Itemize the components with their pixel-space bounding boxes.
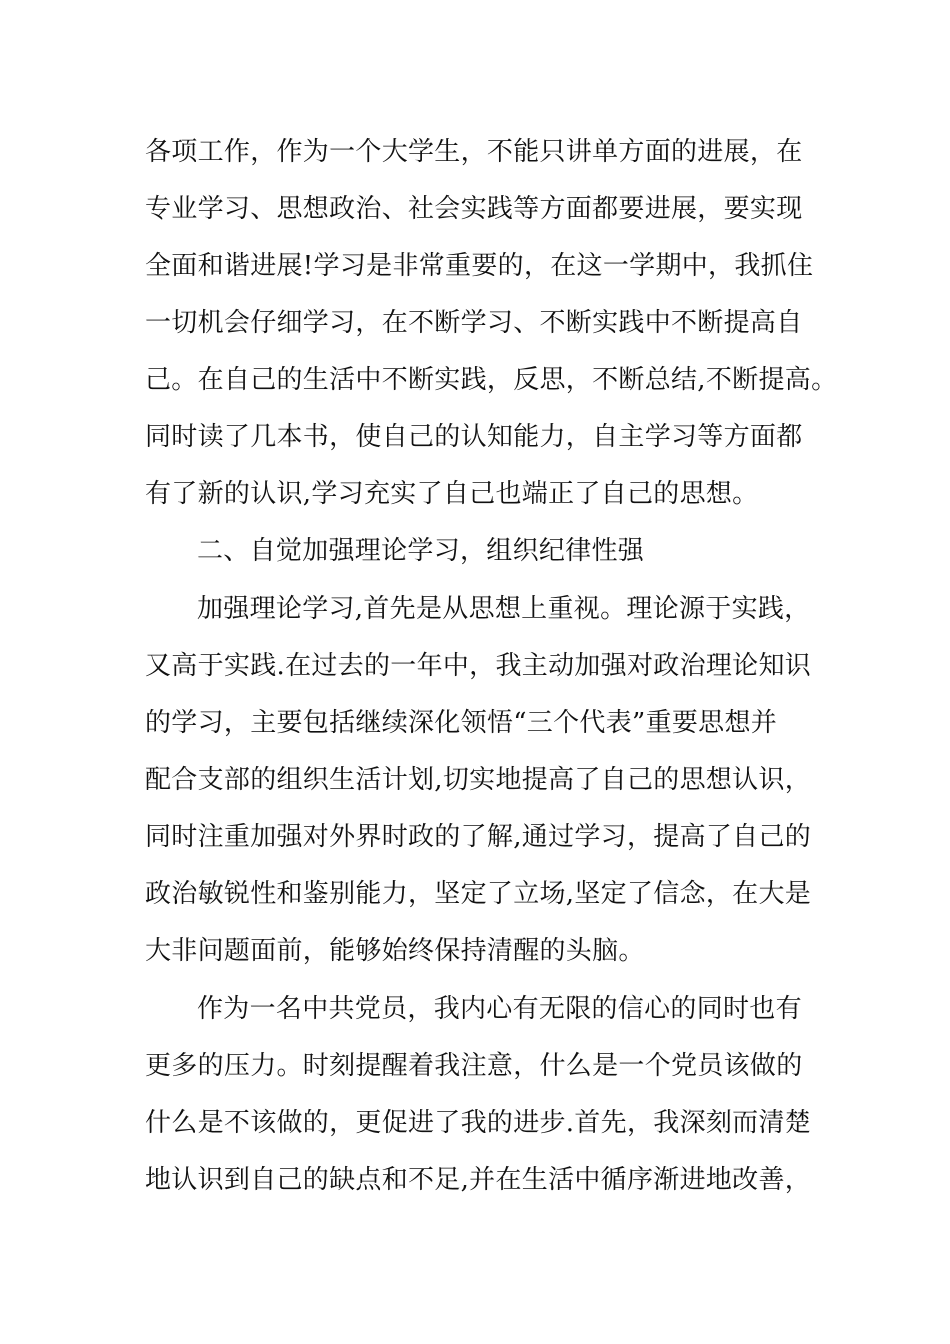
paragraph-1-line-5: 己。在自己的生活中不断实践，反思，不断总结,不断提高。 <box>145 365 838 395</box>
paragraph-2-line-7: 大非问题面前，能够始终保持清醒的头脑。 <box>145 936 645 966</box>
paragraph-2-line-2: 又高于实践.在过去的一年中，我主动加强对政治理论知识 <box>145 651 812 681</box>
paragraph-1-line-3: 全面和谐进展!学习是非常重要的，在这一学期中，我抓住 <box>145 251 814 281</box>
paragraph-2-line-5: 同时注重加强对外界时政的了解,通过学习，提高了自己的 <box>145 822 812 852</box>
paragraph-3-line-3: 什么是不该做的，更促进了我的进步.首先，我深刻而清楚 <box>145 1108 812 1138</box>
paragraph-2-line-1: 加强理论学习,首先是从思想上重视。理论源于实践， <box>197 594 811 624</box>
paragraph-1-line-2: 专业学习、思想政治、社会实践等方面都要进展，要实现 <box>145 194 803 224</box>
paragraph-1-line-4: 一切机会仔细学习，在不断学习、不断实践中不断提高自 <box>145 308 803 338</box>
paragraph-3-line-1: 作为一名中共党员，我内心有无限的信心的同时也有 <box>197 994 802 1024</box>
paragraph-3-line-2: 更多的压力。时刻提醒着我注意，什么是一个党员该做的 <box>145 1051 803 1081</box>
paragraph-2-line-6: 政治敏锐性和鉴别能力，坚定了立场,坚定了信念，在大是 <box>145 879 812 909</box>
paragraph-3-line-4: 地认识到自己的缺点和不足,并在生活中循序渐进地改善， <box>145 1165 812 1195</box>
section-heading: 二、自觉加强理论学习，组织纪律性强 <box>197 536 645 566</box>
paragraph-2-line-3: 的学习，主要包括继续深化领悟“三个代表”重要思想并 <box>145 708 778 738</box>
paragraph-2-line-4: 配合支部的组织生活计划,切实地提高了自己的思想认识， <box>145 765 812 795</box>
paragraph-1-line-6: 同时读了几本书，使自己的认知能力，自主学习等方面都 <box>145 422 803 452</box>
paragraph-1-line-7: 有了新的认识,学习充实了自己也端正了自己的思想。 <box>145 479 759 509</box>
paragraph-1-line-1: 各项工作，作为一个大学生，不能只讲单方面的进展，在 <box>145 137 803 167</box>
